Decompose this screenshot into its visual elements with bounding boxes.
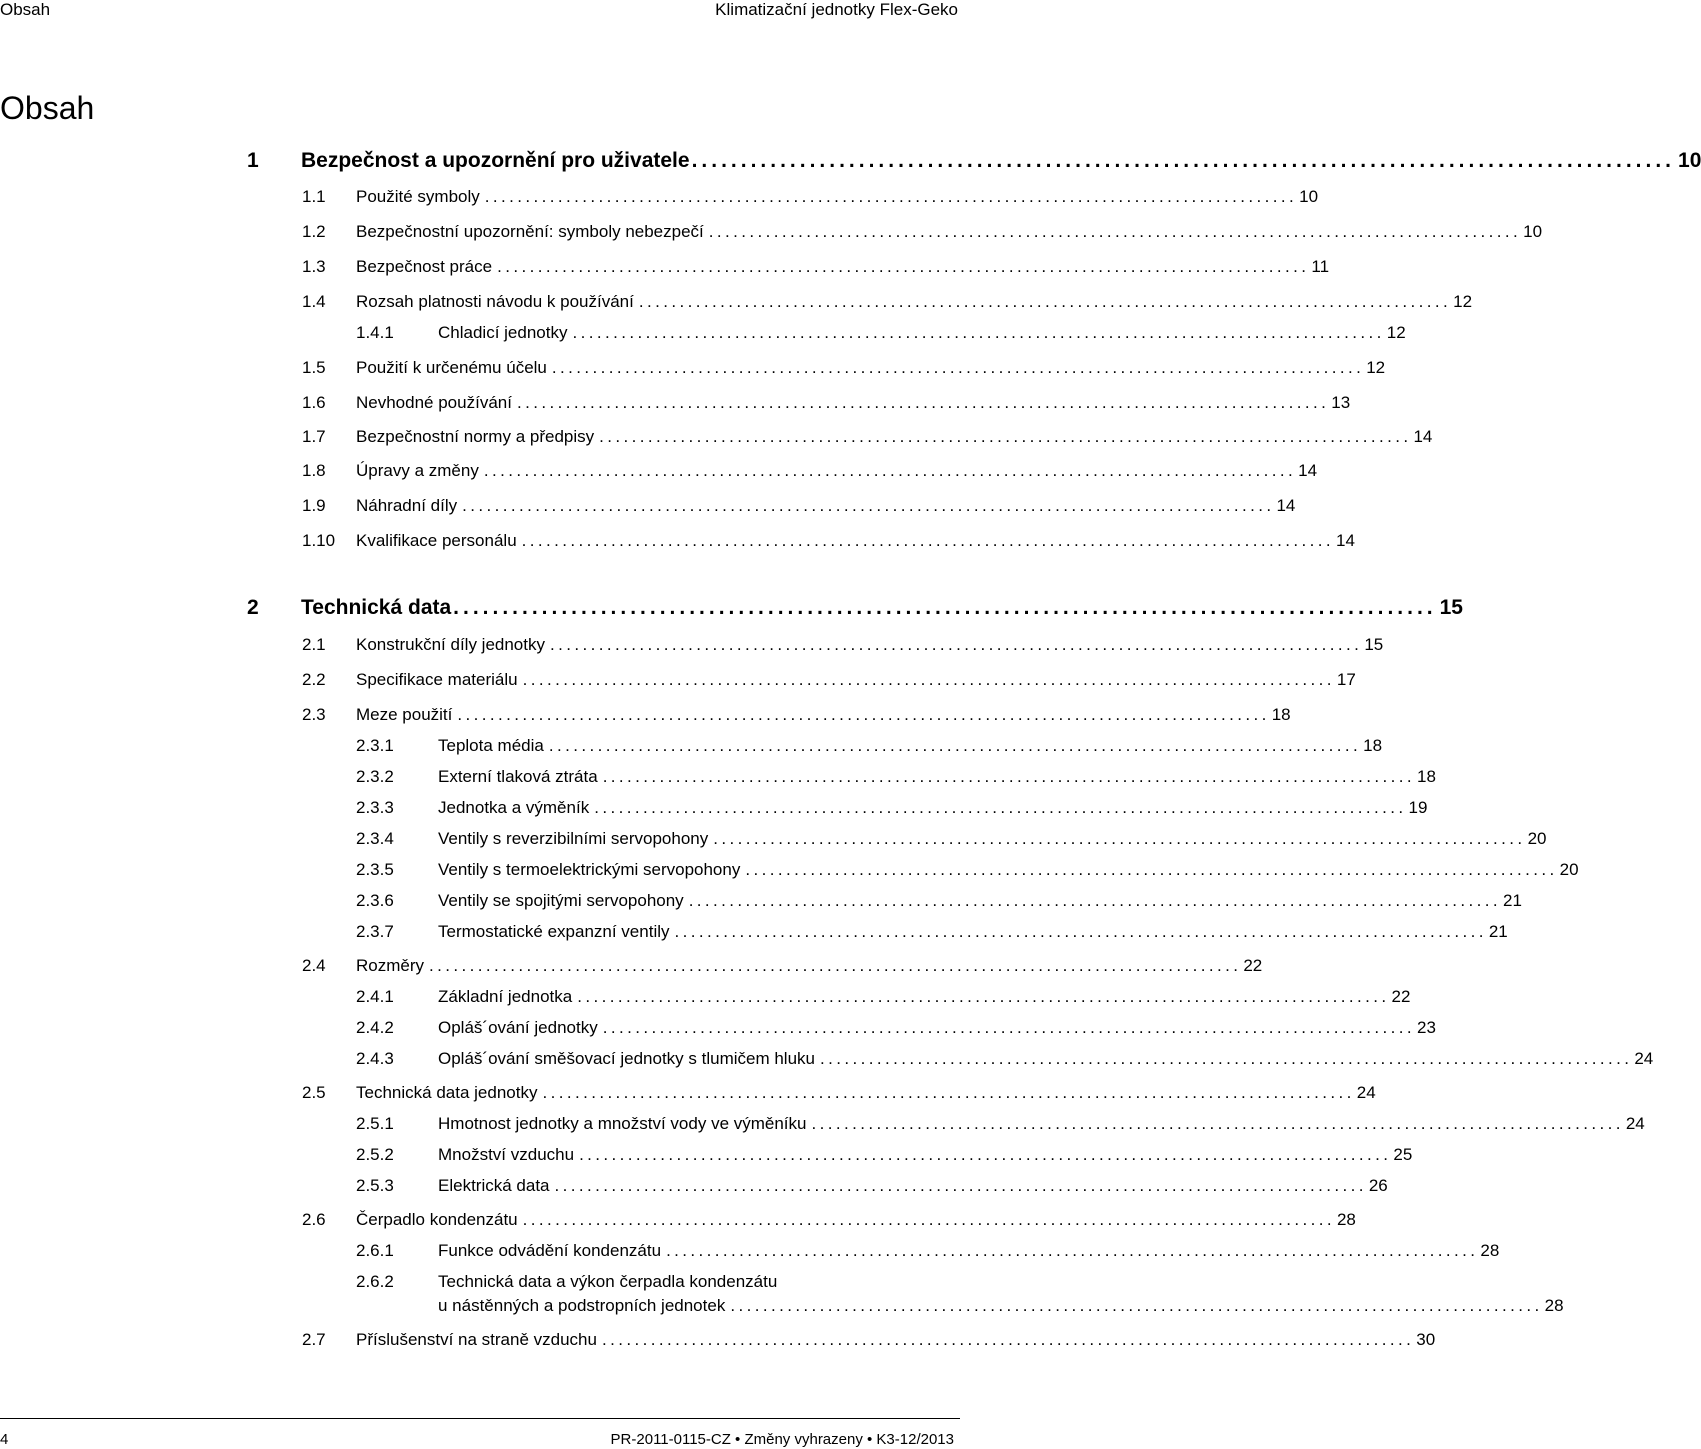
toc-number: 2.3.6 xyxy=(356,891,394,910)
toc-entry-2-3-6[interactable] xyxy=(356,889,1522,913)
toc-title: Použití k určenému účelu xyxy=(356,358,547,377)
toc-entry-1-10[interactable] xyxy=(302,529,1355,553)
toc-number: 2.3.2 xyxy=(356,767,394,786)
toc-number: 1.1 xyxy=(302,187,326,206)
toc-title: Ventily se spojitými servopohony xyxy=(438,891,684,910)
toc-chapter-1[interactable] xyxy=(247,146,1701,176)
toc-entry-1-2[interactable] xyxy=(302,220,1543,244)
toc-page-number: 21 xyxy=(1503,891,1522,910)
toc-entry-2-4-3[interactable] xyxy=(356,1047,1654,1071)
toc-entry-2-4-1[interactable] xyxy=(356,985,1411,1009)
toc-page-number: 12 xyxy=(1453,292,1473,311)
toc-number: 2.3.5 xyxy=(356,860,394,879)
footer-document-code: PR-2011-0115-CZ • Změny vyhrazeny • K3-12/2013 xyxy=(610,1431,954,1448)
toc-page-number: 24 xyxy=(1625,1114,1645,1133)
toc-leader-dots: .................................................................................................... xyxy=(688,891,1502,910)
toc-title: Množství vzduchu xyxy=(438,1145,575,1164)
toc-entry-2-5[interactable] xyxy=(302,1081,1376,1105)
toc-title: Základní jednotka xyxy=(438,987,573,1006)
toc-number: 1 xyxy=(247,149,259,172)
toc-title: Elektrická data xyxy=(438,1176,550,1195)
header-section-label: Obsah xyxy=(0,0,51,19)
toc-title: Náhradní díly xyxy=(356,496,458,515)
toc-page-number: 26 xyxy=(1368,1176,1388,1195)
toc-leader-dots: .................................................................................................... xyxy=(554,1176,1367,1195)
toc-number: 2.6 xyxy=(302,1210,326,1229)
toc-entry-2-5-3[interactable] xyxy=(356,1174,1388,1198)
toc-number: 2.4.1 xyxy=(356,987,394,1006)
toc-leader-dots: .................................................................................................... xyxy=(811,1114,1624,1133)
toc-page-number: 24 xyxy=(1634,1049,1654,1068)
toc-leader-dots: .................................................................................................... xyxy=(820,1049,1633,1068)
toc-leader-dots: .................................................................................................... xyxy=(599,427,1412,446)
toc-entry-1-1[interactable] xyxy=(302,185,1319,209)
toc-page-number: 14 xyxy=(1413,427,1433,446)
toc-entry-1-4-1[interactable] xyxy=(356,321,1406,345)
toc-number: 2.7 xyxy=(302,1330,326,1349)
toc-entry-2-6-1[interactable] xyxy=(356,1239,1500,1263)
toc-page-number: 14 xyxy=(1276,496,1296,515)
toc-title: Rozměry xyxy=(356,956,425,975)
toc-page-number: 10 xyxy=(1299,187,1319,206)
toc-leader-dots: .................................................................................................... xyxy=(549,635,1363,654)
toc-title: Nevhodné používání xyxy=(356,393,512,412)
toc-page-number: 17 xyxy=(1336,670,1356,689)
toc-leader-dots: .................................................................................................... xyxy=(522,670,1335,689)
toc-number: 1.2 xyxy=(302,222,326,241)
toc-page-number: 18 xyxy=(1417,767,1436,786)
toc-leader-dots: .................................................................................................... xyxy=(730,1296,1543,1315)
toc-page-number: 10 xyxy=(1678,149,1701,172)
toc-number: 2.3 xyxy=(302,705,326,724)
toc-number: 1.9 xyxy=(302,496,326,515)
toc-entry-2-4[interactable] xyxy=(302,954,1263,978)
toc-number: 2.5 xyxy=(302,1083,326,1102)
toc-page-number: 20 xyxy=(1527,829,1547,848)
toc-leader-dots: .................................................................................................... xyxy=(484,187,1298,206)
toc-title-line1: Technická data a výkon čerpadla kondenzátu xyxy=(438,1272,778,1291)
toc-leader-dots: .................................................................................................... xyxy=(674,922,1487,941)
toc-page-number: 24 xyxy=(1356,1083,1376,1102)
toc-leader-dots: .................................................................................................... xyxy=(548,736,1362,755)
toc-page-number: 22 xyxy=(1391,987,1411,1006)
toc-page-number: 20 xyxy=(1559,860,1579,879)
toc-leader-dots: .................................................................................................... xyxy=(602,767,1416,786)
toc-entry-1-5[interactable] xyxy=(302,356,1386,380)
toc-entry-1-6[interactable] xyxy=(302,391,1351,415)
toc-leader-dots: .................................................................................................... xyxy=(453,596,1437,619)
toc-title: Meze použití xyxy=(356,705,453,724)
toc-leader-dots: .................................................................................................... xyxy=(691,149,1676,172)
toc-title: Rozsah platnosti návodu k používání xyxy=(356,292,634,311)
toc-leader-dots: .................................................................................................... xyxy=(579,1145,1392,1164)
toc-number: 2.3.4 xyxy=(356,829,394,848)
toc-leader-dots: .................................................................................................... xyxy=(601,1330,1415,1349)
toc-entry-2-6[interactable] xyxy=(302,1208,1356,1232)
toc-entry-1-8[interactable] xyxy=(302,459,1318,483)
toc-entry-1-7[interactable] xyxy=(302,425,1433,449)
toc-title: Termostatické expanzní ventily xyxy=(438,922,670,941)
toc-page-number: 22 xyxy=(1243,956,1263,975)
toc-page-number: 12 xyxy=(1386,323,1406,342)
toc-title: Bezpečnostní upozornění: symboly nebezpečí xyxy=(356,222,704,241)
toc-number: 1.10 xyxy=(302,531,336,550)
toc-title: Hmotnost jednotky a množství vody ve výměníku xyxy=(438,1114,807,1133)
toc-number: 2.3.7 xyxy=(356,922,394,941)
toc-number: 2.4 xyxy=(302,956,326,975)
toc-number: 2.4.3 xyxy=(356,1049,394,1068)
toc-leader-dots: .................................................................................................... xyxy=(457,705,1270,724)
toc-page-number: 30 xyxy=(1416,1330,1436,1349)
toc-page-number: 15 xyxy=(1364,635,1384,654)
toc-leader-dots: .................................................................................................... xyxy=(602,1018,1416,1037)
toc-entry-1-4[interactable] xyxy=(302,290,1473,314)
toc-leader-dots: .................................................................................................... xyxy=(666,1241,1479,1260)
toc-page-number: 14 xyxy=(1335,531,1355,550)
toc-entry-2-5-1[interactable] xyxy=(356,1112,1645,1136)
toc-number: 1.5 xyxy=(302,358,326,377)
toc-number: 2.3.3 xyxy=(356,798,394,817)
toc-leader-dots: .................................................................................................... xyxy=(462,496,1275,515)
toc-title: Funkce odvádění kondenzátu xyxy=(438,1241,662,1260)
toc-number: 1.3 xyxy=(302,257,326,276)
toc-entry-1-3[interactable] xyxy=(302,255,1330,279)
toc-page-number: 15 xyxy=(1439,596,1463,619)
footer-divider xyxy=(0,1418,960,1419)
toc-leader-dots: .................................................................................................... xyxy=(594,798,1407,817)
toc-leader-dots: .................................................................................................... xyxy=(572,323,1385,342)
toc-leader-dots: .................................................................................................... xyxy=(497,257,1310,276)
toc-page-number: 19 xyxy=(1408,798,1428,817)
toc-title: Čerpadlo kondenzátu xyxy=(356,1210,518,1229)
toc-entry-2-2[interactable] xyxy=(302,668,1356,692)
page-title: Obsah xyxy=(0,90,95,126)
header-document-title: Klimatizační jednotky Flex-Geko xyxy=(715,0,958,19)
toc-entry-2-3-2[interactable] xyxy=(356,765,1436,789)
toc-title: Bezpečnost práce xyxy=(356,257,493,276)
toc-number: 2.6.2 xyxy=(356,1272,394,1291)
toc-entry-2-6-2[interactable] xyxy=(356,1270,1564,1320)
toc-page-number: 28 xyxy=(1336,1210,1356,1229)
toc-number: 2.6.1 xyxy=(356,1241,394,1260)
toc-title: Bezpečnostní normy a předpisy xyxy=(356,427,595,446)
toc-leader-dots: .................................................................................................... xyxy=(551,358,1365,377)
toc-title: Použité symboly xyxy=(356,187,480,206)
toc-page-number: 13 xyxy=(1331,393,1351,412)
toc-page-number: 11 xyxy=(1311,257,1330,276)
toc-leader-dots: .................................................................................................... xyxy=(522,1210,1335,1229)
toc-title: Specifikace materiálu xyxy=(356,670,518,689)
toc-entry-2-3-7[interactable] xyxy=(356,920,1508,944)
footer-page-number: 4 xyxy=(0,1431,9,1448)
toc-number: 1.7 xyxy=(302,427,326,446)
toc-title: Chladicí jednotky xyxy=(438,323,568,342)
toc-page-number: 14 xyxy=(1298,461,1318,480)
toc-page-number: 21 xyxy=(1488,922,1508,941)
toc-entry-2-7[interactable] xyxy=(302,1328,1436,1352)
toc-number: 2.2 xyxy=(302,670,326,689)
toc-title: Technická data xyxy=(301,596,452,619)
toc-title: Kvalifikace personálu xyxy=(356,531,517,550)
toc-number: 2.5.1 xyxy=(356,1114,394,1133)
toc-leader-dots: .................................................................................................... xyxy=(745,860,1558,879)
toc-entry-2-3[interactable] xyxy=(302,703,1291,727)
toc-entry-2-5-2[interactable] xyxy=(356,1143,1413,1167)
toc-number: 2 xyxy=(247,596,259,619)
toc-title: Konstrukční díly jednotky xyxy=(356,635,545,654)
toc-entry-2-4-2[interactable] xyxy=(356,1016,1436,1040)
toc-leader-dots: .................................................................................................... xyxy=(708,222,1522,241)
toc-leader-dots: .................................................................................................... xyxy=(713,829,1526,848)
toc-number: 1.6 xyxy=(302,393,326,412)
toc-page-number: 10 xyxy=(1523,222,1543,241)
toc-number: 2.5.3 xyxy=(356,1176,394,1195)
toc-entry-2-3-1[interactable] xyxy=(356,734,1383,758)
toc-page-number: 28 xyxy=(1480,1241,1500,1260)
toc-number: 1.4 xyxy=(302,292,326,311)
toc-leader-dots: .................................................................................................... xyxy=(521,531,1334,550)
toc-page-number: 25 xyxy=(1393,1145,1413,1164)
toc-leader-dots: .................................................................................................... xyxy=(577,987,1390,1006)
toc-entry-2-1[interactable] xyxy=(302,633,1384,657)
toc-title: Ventily s reverzibilními servopohony xyxy=(438,829,709,848)
toc-page-number: 12 xyxy=(1366,358,1386,377)
toc-title: Opláš´ování směšovací jednotky s tlumičem hluku xyxy=(438,1049,815,1068)
toc-number: 1.8 xyxy=(302,461,326,480)
toc-number: 2.4.2 xyxy=(356,1018,394,1037)
toc-leader-dots: .................................................................................................... xyxy=(638,292,1452,311)
toc-page-number: 23 xyxy=(1417,1018,1436,1037)
toc-title: Technická data jednotky xyxy=(356,1083,538,1102)
toc-title: Úpravy a změny xyxy=(356,461,479,480)
toc-number: 2.1 xyxy=(302,635,326,654)
toc-entry-1-9[interactable] xyxy=(302,494,1296,518)
toc-number: 2.5.2 xyxy=(356,1145,394,1164)
toc-chapter-2[interactable] xyxy=(247,593,1463,623)
toc-page-number: 28 xyxy=(1544,1296,1564,1315)
toc-entry-2-3-3[interactable] xyxy=(356,796,1428,820)
toc-title: Teplota média xyxy=(438,736,544,755)
toc-number: 2.3.1 xyxy=(356,736,394,755)
toc-number: 1.4.1 xyxy=(356,323,394,342)
toc-title: u nástěnných a podstropních jednotek xyxy=(438,1296,726,1315)
toc-title: Opláš´ování jednotky xyxy=(438,1018,598,1037)
toc-page-number: 18 xyxy=(1363,736,1383,755)
toc-page-number: 18 xyxy=(1271,705,1291,724)
toc-entry-2-3-5[interactable] xyxy=(356,858,1579,882)
toc-title: Jednotka a výměník xyxy=(438,798,590,817)
toc-title: Ventily s termoelektrickými servopohony xyxy=(438,860,741,879)
toc-leader-dots: .................................................................................................... xyxy=(483,461,1297,480)
toc-title: Bezpečnost a upozornění pro uživatele xyxy=(301,149,690,172)
toc-title: Externí tlaková ztráta xyxy=(438,767,598,786)
toc-leader-dots: .................................................................................................... xyxy=(542,1083,1355,1102)
toc-leader-dots: .................................................................................................... xyxy=(516,393,1330,412)
toc-title: Příslušenství na straně vzduchu xyxy=(356,1330,597,1349)
toc-leader-dots: .................................................................................................... xyxy=(429,956,1242,975)
toc-entry-2-3-4[interactable] xyxy=(356,827,1547,851)
